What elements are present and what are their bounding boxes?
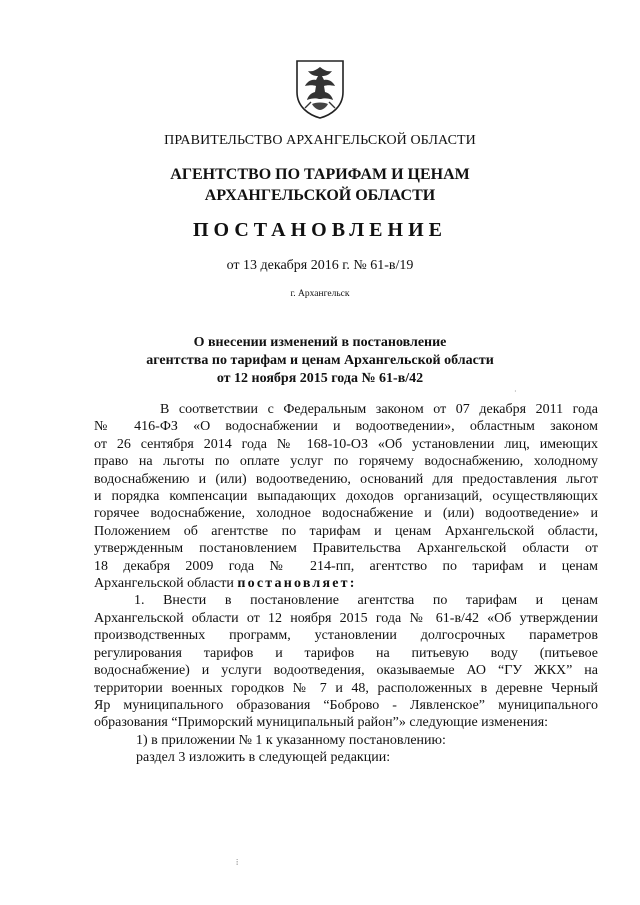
item-line: регулирования тарифов и тарифов на питьевую воду (питьевое (94, 645, 598, 661)
coat-of-arms-emblem (294, 58, 346, 120)
document-subject (0, 334, 640, 388)
subitem-line: раздел 3 изложить в следующей редакции: (136, 750, 391, 766)
subject-line: от 12 ноября 2015 года № 61-в/42 (216, 371, 424, 386)
subitem-line: 1) в приложении № 1 к указанному постановлению: (136, 732, 446, 748)
subject-line: агентства по тарифам и ценам Архангельской области (146, 353, 494, 368)
scan-mark: · (514, 387, 517, 396)
body-line: Положением об агентстве по тарифам и ценам Архангельской области, (94, 523, 598, 539)
item-line: производственных программ, установлении долгосрочных параметров (94, 628, 598, 644)
body-line: водоснабжению и (или) водоотведению, оснований для предоставления льгот (94, 471, 598, 487)
body-line: от 26 сентября 2014 года № 168-10-ОЗ «Об установлении лиц, имеющих (94, 436, 598, 452)
item-line: территории военных городков № 7 и 48, расположенных в деревне Черный (94, 680, 598, 696)
document-body (94, 401, 598, 767)
body-line: № 416-ФЗ «О водоснабжении и водоотведении», областным законом (94, 419, 598, 435)
city-line: г. Архангельск (290, 289, 350, 299)
date-and-number: от 13 декабря 2016 г. № 61-в/19 (226, 258, 414, 273)
body-line: и порядка компенсации выпадающих доходов организаций, осуществляющих (94, 489, 598, 505)
agency-name (0, 164, 640, 206)
body-line: право на льготы по оплате услуг по горячему водоснабжению, холодному (94, 454, 598, 470)
item-line: 1. Внести в постановление агентства по тарифам и ценам (134, 593, 598, 609)
body-line: 18 декабря 2009 года № 214-пп, агентство по тарифам и ценам (94, 558, 598, 574)
scan-mark: ⁞ (236, 858, 239, 867)
document-type-title: ПОСТАНОВЛЕНИЕ (193, 219, 447, 241)
item-line: Архангельской области от 12 ноября 2015 года № 61-в/42 «Об утверждении (94, 610, 598, 626)
item-line: водоснабжение) и услуги водоотведения, оказываемые АО “ГУ ЖКХ” на (94, 663, 598, 679)
item-line: Яр муниципального образования “Боброво - Лявленское” муниципального (94, 697, 598, 713)
agency-name-line: АГЕНТСТВО ПО ТАРИФАМ И ЦЕНАМ (170, 166, 470, 183)
body-text: Архангельской области (94, 576, 238, 592)
body-line: В соответствии с Федеральным законом от 07 декабря 2011 года (160, 402, 598, 417)
decree-word: постановляет: (237, 576, 357, 592)
government-name: ПРАВИТЕЛЬСТВО АРХАНГЕЛЬСКОЙ ОБЛАСТИ (164, 133, 476, 148)
item-line: образования “Приморский муниципальный район”» следующие изменения: (94, 715, 549, 731)
body-line: горячее водоснабжение, холодное водоснабжение и (или) водоотведение» и (94, 506, 598, 522)
subject-line: О внесении изменений в постановление (193, 335, 447, 350)
body-line: утвержденным постановлением Правительства Архангельской области от (94, 541, 598, 557)
agency-name-line: АРХАНГЕЛЬСКОЙ ОБЛАСТИ (204, 187, 436, 204)
body-line (94, 575, 598, 592)
